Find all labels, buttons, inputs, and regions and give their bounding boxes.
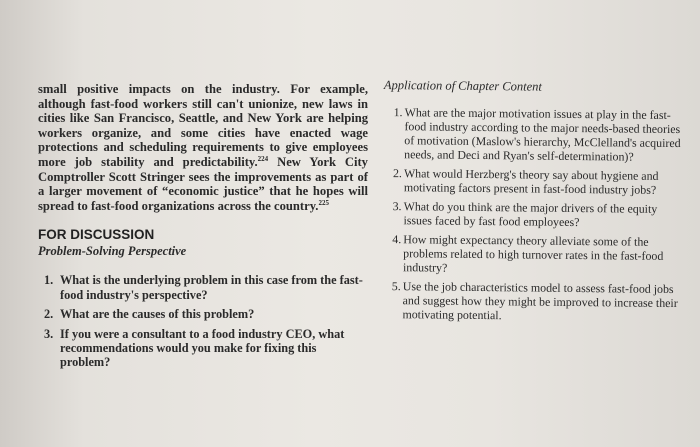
application-questions [381,105,683,324]
item-text: What are the causes of this problem? [60,307,255,322]
application-heading: Application of Chapter Content [383,78,542,94]
item-text: What do you think are the major drivers of the equity issues faced by fast food employees? [403,199,658,230]
list-item [383,166,683,197]
item-text: What is the underlying problem in this case from the fast-food industry's perspective? [60,273,363,302]
discussion-subheading: Problem-Solving Perspective [38,244,187,259]
list-item [38,327,368,370]
item-number: 2. [392,166,402,181]
item-text: If you were a consultant to a food industry CEO, what recommendations would you make for fixing this problem? [60,326,345,370]
item-number: 1. [393,105,403,120]
list-item [382,199,682,230]
discussion-heading: FOR DISCUSSION [38,227,155,243]
item-number: 1. [44,273,54,288]
case-paragraph [38,82,368,213]
right-column [381,78,684,329]
item-text: How might expectancy theory alleviate some of the problems related to high turnover rates in the fast-food industry? [402,232,664,275]
footnote-ref-225: 225 [318,198,329,207]
left-column [38,82,368,375]
item-number: 3. [44,326,54,341]
list-item [383,105,684,164]
list-item [38,273,368,302]
item-number: 3. [392,199,402,214]
paragraph-text-1: small positive impacts on the industry. For example, although fast-food workers still can't unionize, new laws in cities like San Francisco, Seattle, and New York are helping workers organize, and some cities have enacted wage protections and scheduling requirements to give employees more job stability and predictability. [38,82,368,169]
item-text: What would Herzberg's theory say about hygiene and motivating factors present in fast-food industry jobs? [403,166,659,197]
paragraph-text-2: New York City Comptroller Scott Stringer sees the improvements as part of a larger movement of “economic justice” that he hopes will spread to fast-food organizations across the country. [38,154,368,213]
item-text: Use the job characteristics model to assess fast-food jobs and suggest how they might be improved to increase their motivating potential. [402,279,678,323]
item-number: 2. [44,307,54,322]
list-item [381,279,681,324]
item-number: 5. [391,279,401,294]
item-text: What are the major motivation issues at play in the fast-food industry according to the major needs-based theories of motivation (Maslow's hierarchy, McClelland's acquired needs, and Deci and Ryan's self-determination)? [404,105,681,164]
problem-solving-questions [38,273,368,369]
list-item [38,307,368,321]
item-number: 4. [392,232,402,247]
list-item [382,232,682,277]
footnote-ref-224: 224 [257,154,269,163]
